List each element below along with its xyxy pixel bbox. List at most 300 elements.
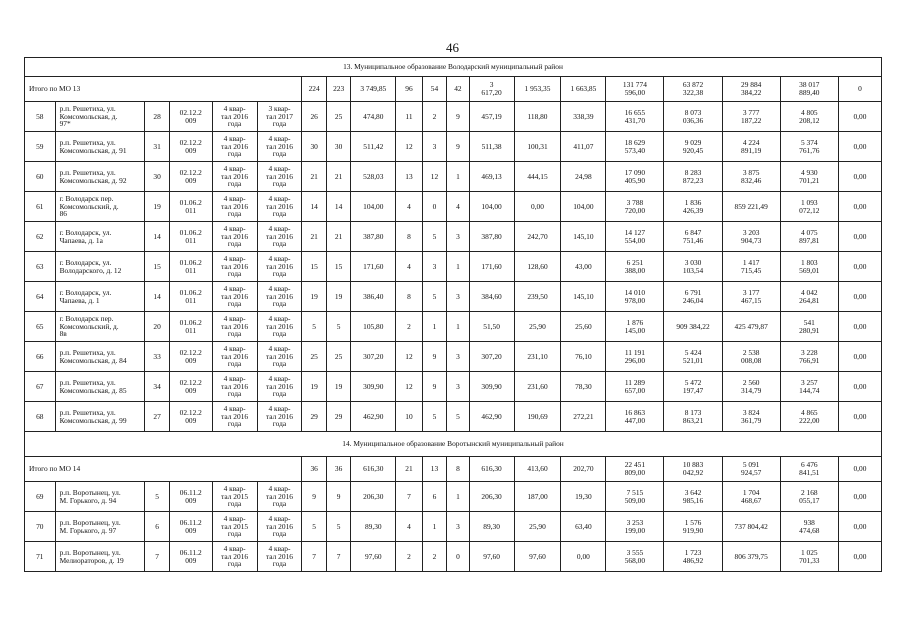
data-cell: 0,00: [838, 482, 881, 512]
total-cell: 3 617,20: [469, 77, 514, 102]
total-cell: 5 091 924,57: [722, 457, 780, 482]
data-cell: 384,60: [469, 282, 514, 312]
table-row: [25, 132, 882, 162]
data-cell: 4 квар- тал 2016 года: [212, 102, 257, 132]
data-cell: 25,90: [514, 512, 561, 542]
data-cell: 9 029 920,45: [664, 132, 722, 162]
table-row: [25, 252, 882, 282]
data-cell: 1: [447, 482, 469, 512]
data-cell: 1: [447, 162, 469, 192]
data-cell: 29: [326, 402, 350, 432]
data-cell: 29: [302, 402, 326, 432]
data-cell: 0,00: [838, 162, 881, 192]
data-cell: 4 квар- тал 2016 года: [212, 252, 257, 282]
data-cell: 4 квар- тал 2016 года: [257, 192, 302, 222]
data-cell: 7: [326, 542, 350, 572]
data-cell: 8: [396, 282, 423, 312]
data-cell: 19: [326, 372, 350, 402]
section-title: 14. Муниципальное образование Воротынский муниципальный район: [25, 432, 882, 457]
data-cell: 16 655 431,70: [606, 102, 664, 132]
data-cell: 4 224 891,19: [722, 132, 780, 162]
data-cell: 4 075 897,81: [780, 222, 838, 252]
data-cell: 5: [326, 512, 350, 542]
data-cell: 3 177 467,15: [722, 282, 780, 312]
total-cell: 54: [422, 77, 446, 102]
data-cell: 7: [396, 482, 423, 512]
data-cell: 541 280,91: [780, 312, 838, 342]
data-cell: 06.11.2 009: [169, 482, 212, 512]
data-cell: 7: [145, 542, 169, 572]
data-cell: 27: [145, 402, 169, 432]
data-cell: 309,90: [469, 372, 514, 402]
data-cell: 3 228 766,91: [780, 342, 838, 372]
row-number: 59: [25, 132, 56, 162]
row-number: 66: [25, 342, 56, 372]
data-cell: 21: [302, 222, 326, 252]
data-cell: 145,10: [561, 222, 606, 252]
data-cell: 5: [422, 282, 446, 312]
total-cell: 0,00: [838, 457, 881, 482]
data-cell: 21: [326, 222, 350, 252]
table-row: [25, 222, 882, 252]
data-cell: 7 515 509,00: [606, 482, 664, 512]
data-cell: 2 560 314,79: [722, 372, 780, 402]
data-cell: 01.06.2 011: [169, 282, 212, 312]
data-cell: 14: [326, 192, 350, 222]
data-cell: 8 283 872,23: [664, 162, 722, 192]
data-cell: 187,00: [514, 482, 561, 512]
data-cell: 1 876 145,00: [606, 312, 664, 342]
row-number: 71: [25, 542, 56, 572]
data-cell: 25: [326, 342, 350, 372]
data-cell: 307,20: [469, 342, 514, 372]
data-cell: 25: [302, 342, 326, 372]
row-number: 61: [25, 192, 56, 222]
data-cell: 97,60: [351, 542, 396, 572]
data-cell: 425 479,87: [722, 312, 780, 342]
total-cell: 0: [838, 77, 881, 102]
data-cell: 4 квар- тал 2016 года: [257, 162, 302, 192]
data-cell: 0,00: [838, 282, 881, 312]
row-number: 62: [25, 222, 56, 252]
data-cell: 4 квар- тал 2016 года: [257, 372, 302, 402]
data-cell: 8 173 863,21: [664, 402, 722, 432]
total-cell: 1 953,35: [514, 77, 561, 102]
total-cell: 616,30: [469, 457, 514, 482]
data-cell: 01.06.2 011: [169, 312, 212, 342]
data-cell: 128,60: [514, 252, 561, 282]
data-cell: 0,00: [838, 132, 881, 162]
data-cell: 104,00: [469, 192, 514, 222]
data-cell: 2 168 055,17: [780, 482, 838, 512]
data-cell: 3 555 568,00: [606, 542, 664, 572]
data-cell: 28: [145, 102, 169, 132]
table-row: [25, 402, 882, 432]
data-cell: 30: [145, 162, 169, 192]
data-cell: 0,00: [838, 372, 881, 402]
data-cell: 511,42: [351, 132, 396, 162]
data-cell: 3 777 187,22: [722, 102, 780, 132]
table-row: [25, 282, 882, 312]
data-cell: 4 квар- тал 2016 года: [212, 402, 257, 432]
data-cell: 3 203 904,73: [722, 222, 780, 252]
row-number: 67: [25, 372, 56, 402]
data-cell: 8 073 036,36: [664, 102, 722, 132]
data-cell: 63,40: [561, 512, 606, 542]
total-cell: 36: [326, 457, 350, 482]
data-cell: 20: [145, 312, 169, 342]
data-cell: 190,69: [514, 402, 561, 432]
data-cell: 5 424 521,01: [664, 342, 722, 372]
data-cell: 4: [396, 192, 423, 222]
data-cell: 21: [302, 162, 326, 192]
data-cell: 19: [326, 282, 350, 312]
data-cell: 12: [396, 342, 423, 372]
address-cell: г. Володарск, ул. Чапаева, д. 1: [55, 282, 145, 312]
address-cell: г. Володарск, ул. Чапаева, д. 1а: [55, 222, 145, 252]
row-number: 64: [25, 282, 56, 312]
data-cell: 3 030 103,54: [664, 252, 722, 282]
data-cell: 01.06.2 011: [169, 192, 212, 222]
data-cell: 0,00: [838, 192, 881, 222]
data-cell: 15: [302, 252, 326, 282]
data-cell: 02.12.2 009: [169, 402, 212, 432]
data-cell: 242,70: [514, 222, 561, 252]
data-cell: 6: [422, 482, 446, 512]
data-cell: 5: [302, 312, 326, 342]
data-cell: 3: [447, 512, 469, 542]
data-cell: 5: [302, 512, 326, 542]
data-cell: 30: [326, 132, 350, 162]
data-cell: 2 538 008,08: [722, 342, 780, 372]
table-row: [25, 192, 882, 222]
table-row: [25, 372, 882, 402]
data-cell: 0,00: [838, 402, 881, 432]
data-cell: 3 642 985,16: [664, 482, 722, 512]
data-cell: 9: [422, 372, 446, 402]
data-cell: 5: [422, 222, 446, 252]
data-cell: 9: [302, 482, 326, 512]
data-cell: 34: [145, 372, 169, 402]
address-cell: р.п. Воротынец, ул. М. Горького, д. 94: [55, 482, 145, 512]
data-cell: 5: [326, 312, 350, 342]
data-cell: 8: [396, 222, 423, 252]
data-cell: 469,13: [469, 162, 514, 192]
data-cell: 6 251 388,00: [606, 252, 664, 282]
total-label: Итого по МО 13: [25, 77, 302, 102]
data-cell: 4 805 208,12: [780, 102, 838, 132]
row-number: 68: [25, 402, 56, 432]
data-cell: 5: [145, 482, 169, 512]
data-cell: 76,10: [561, 342, 606, 372]
data-cell: 0: [447, 542, 469, 572]
data-cell: 4 квар- тал 2016 года: [212, 192, 257, 222]
row-number: 65: [25, 312, 56, 342]
data-cell: 51,50: [469, 312, 514, 342]
data-cell: 10: [396, 402, 423, 432]
row-number: 58: [25, 102, 56, 132]
data-cell: 14 127 554,00: [606, 222, 664, 252]
data-cell: 4 квар- тал 2015 года: [212, 512, 257, 542]
data-cell: 4 квар- тал 2016 года: [212, 312, 257, 342]
total-cell: 13: [422, 457, 446, 482]
data-cell: 5 374 761,76: [780, 132, 838, 162]
data-cell: 25,90: [514, 312, 561, 342]
total-cell: 10 883 042,92: [664, 457, 722, 482]
address-cell: р.п. Решетиха, ул. Комсомольская, д. 85: [55, 372, 145, 402]
data-cell: 4: [396, 512, 423, 542]
data-cell: 3 квар- тал 2017 года: [257, 102, 302, 132]
data-cell: 4 865 222,00: [780, 402, 838, 432]
address-cell: р.п. Решетиха, ул. Комсомольская, д. 99: [55, 402, 145, 432]
data-cell: 4 квар- тал 2016 года: [257, 132, 302, 162]
data-cell: 4 квар- тал 2016 года: [212, 162, 257, 192]
data-cell: 02.12.2 009: [169, 372, 212, 402]
data-cell: 4 квар- тал 2016 года: [212, 372, 257, 402]
data-cell: 0: [422, 192, 446, 222]
data-cell: 5: [447, 402, 469, 432]
data-cell: 4 квар- тал 2016 года: [257, 402, 302, 432]
data-cell: 19: [302, 282, 326, 312]
data-cell: 0,00: [838, 102, 881, 132]
data-cell: 462,90: [351, 402, 396, 432]
total-cell: 38 017 889,40: [780, 77, 838, 102]
data-cell: 3: [447, 342, 469, 372]
data-cell: 19: [145, 192, 169, 222]
data-cell: 104,00: [351, 192, 396, 222]
data-cell: 6 847 751,46: [664, 222, 722, 252]
total-cell: 616,30: [351, 457, 396, 482]
address-cell: р.п. Решетиха, ул. Комсомольская, д. 84: [55, 342, 145, 372]
data-cell: 4 042 264,81: [780, 282, 838, 312]
data-cell: 511,38: [469, 132, 514, 162]
data-cell: 3 253 199,00: [606, 512, 664, 542]
data-cell: 4 квар- тал 2016 года: [257, 282, 302, 312]
data-cell: 457,19: [469, 102, 514, 132]
data-cell: 1 803 569,01: [780, 252, 838, 282]
data-cell: 4 квар- тал 2016 года: [257, 342, 302, 372]
data-cell: 15: [326, 252, 350, 282]
data-cell: 4 квар- тал 2016 года: [257, 512, 302, 542]
data-cell: 386,40: [351, 282, 396, 312]
row-number: 70: [25, 512, 56, 542]
address-cell: г. Володарск пер. Комсомольский, д. 8в: [55, 312, 145, 342]
data-cell: 3 875 832,46: [722, 162, 780, 192]
data-cell: 1: [447, 312, 469, 342]
data-cell: 4 квар- тал 2016 года: [212, 542, 257, 572]
data-cell: 12: [422, 162, 446, 192]
total-cell: 202,70: [561, 457, 606, 482]
data-cell: 1 704 468,67: [722, 482, 780, 512]
data-cell: 97,60: [514, 542, 561, 572]
data-cell: 0,00: [838, 312, 881, 342]
data-cell: 231,60: [514, 372, 561, 402]
total-cell: 1 663,85: [561, 77, 606, 102]
data-cell: 859 221,49: [722, 192, 780, 222]
data-cell: 239,50: [514, 282, 561, 312]
data-cell: 7: [302, 542, 326, 572]
data-cell: 06.11.2 009: [169, 512, 212, 542]
table-row: [25, 482, 882, 512]
data-cell: 12: [396, 372, 423, 402]
data-cell: 26: [302, 102, 326, 132]
data-cell: 474,80: [351, 102, 396, 132]
data-cell: 171,60: [469, 252, 514, 282]
data-cell: 231,10: [514, 342, 561, 372]
data-cell: 4 квар- тал 2015 года: [212, 482, 257, 512]
data-cell: 4 квар- тал 2016 года: [212, 222, 257, 252]
data-cell: 33: [145, 342, 169, 372]
data-cell: 3: [447, 222, 469, 252]
data-cell: 4: [447, 192, 469, 222]
data-cell: 338,39: [561, 102, 606, 132]
total-cell: 36: [302, 457, 326, 482]
address-cell: г. Володарск пер. Комсомольский, д. 86: [55, 192, 145, 222]
data-cell: 1 093 072,12: [780, 192, 838, 222]
data-cell: 02.12.2 009: [169, 102, 212, 132]
data-cell: 1 723 486,92: [664, 542, 722, 572]
section-title: 13. Муниципальное образование Володарский муниципальный район: [25, 58, 882, 77]
data-cell: 0,00: [838, 342, 881, 372]
total-cell: 224: [302, 77, 326, 102]
data-cell: 145,10: [561, 282, 606, 312]
section-header-row: [25, 432, 882, 457]
section-header-row: [25, 58, 882, 77]
data-cell: 12: [396, 132, 423, 162]
total-cell: 6 476 841,51: [780, 457, 838, 482]
data-cell: 4 квар- тал 2016 года: [257, 222, 302, 252]
total-cell: 8: [447, 457, 469, 482]
total-cell: 413,60: [514, 457, 561, 482]
data-cell: 9: [422, 342, 446, 372]
data-cell: 3: [447, 282, 469, 312]
data-cell: 2: [422, 102, 446, 132]
data-cell: 118,80: [514, 102, 561, 132]
data-cell: 3 824 361,79: [722, 402, 780, 432]
data-cell: 411,07: [561, 132, 606, 162]
data-cell: 89,30: [351, 512, 396, 542]
data-cell: 462,90: [469, 402, 514, 432]
address-cell: р.п. Решетиха, ул. Комсомольская, д. 92: [55, 162, 145, 192]
table-row: [25, 162, 882, 192]
data-cell: 2: [422, 542, 446, 572]
data-cell: 30: [302, 132, 326, 162]
data-cell: 387,80: [469, 222, 514, 252]
address-cell: р.п. Решетиха, ул. Комсомольская, д. 97*: [55, 102, 145, 132]
data-cell: 309,90: [351, 372, 396, 402]
data-cell: 3: [447, 372, 469, 402]
data-cell: 15: [145, 252, 169, 282]
data-cell: 1 836 426,39: [664, 192, 722, 222]
data-cell: 9: [326, 482, 350, 512]
data-cell: 5: [422, 402, 446, 432]
data-cell: 25,60: [561, 312, 606, 342]
page-number: 46: [446, 40, 459, 55]
total-label: Итого по МО 14: [25, 457, 302, 482]
data-cell: 0,00: [838, 222, 881, 252]
data-cell: 01.06.2 011: [169, 252, 212, 282]
data-cell: 02.12.2 009: [169, 342, 212, 372]
data-cell: 4 квар- тал 2016 года: [257, 312, 302, 342]
data-cell: 16 863 447,00: [606, 402, 664, 432]
data-cell: 4 квар- тал 2016 года: [257, 542, 302, 572]
data-cell: 02.12.2 009: [169, 132, 212, 162]
row-number: 60: [25, 162, 56, 192]
data-cell: 272,21: [561, 402, 606, 432]
data-cell: 387,80: [351, 222, 396, 252]
data-cell: 13: [396, 162, 423, 192]
address-cell: р.п. Воротынец, ул. Мелиораторов, д. 19: [55, 542, 145, 572]
data-cell: 307,20: [351, 342, 396, 372]
total-cell: 223: [326, 77, 350, 102]
total-cell: 63 872 322,38: [664, 77, 722, 102]
address-cell: р.п. Воротынец, ул. М. Горького, д. 97: [55, 512, 145, 542]
section-total-row: [25, 77, 882, 102]
data-cell: 100,31: [514, 132, 561, 162]
data-cell: 444,15: [514, 162, 561, 192]
data-cell: 0,00: [561, 542, 606, 572]
total-cell: 42: [447, 77, 469, 102]
data-cell: 4 квар- тал 2016 года: [257, 482, 302, 512]
data-cell: 3: [422, 252, 446, 282]
data-cell: 6 791 246,04: [664, 282, 722, 312]
data-cell: 528,03: [351, 162, 396, 192]
data-cell: 0,00: [514, 192, 561, 222]
data-cell: 1 417 715,45: [722, 252, 780, 282]
data-cell: 104,00: [561, 192, 606, 222]
data-cell: 806 379,75: [722, 542, 780, 572]
data-cell: 2: [396, 312, 423, 342]
total-cell: 3 749,85: [351, 77, 396, 102]
data-cell: 4 квар- тал 2016 года: [212, 132, 257, 162]
data-cell: 2: [396, 542, 423, 572]
data-cell: 11: [396, 102, 423, 132]
data-cell: 18 629 573,40: [606, 132, 664, 162]
data-cell: 89,30: [469, 512, 514, 542]
data-cell: 25: [326, 102, 350, 132]
data-cell: 14: [302, 192, 326, 222]
data-cell: 31: [145, 132, 169, 162]
data-cell: 4 квар- тал 2016 года: [212, 342, 257, 372]
data-cell: 1 025 701,33: [780, 542, 838, 572]
data-cell: 97,60: [469, 542, 514, 572]
housing-register-table: [24, 57, 882, 572]
data-cell: 14 010 978,00: [606, 282, 664, 312]
data-cell: 19,30: [561, 482, 606, 512]
data-cell: 19: [302, 372, 326, 402]
data-cell: 17 090 405,90: [606, 162, 664, 192]
total-cell: 22 451 809,00: [606, 457, 664, 482]
data-cell: 14: [145, 282, 169, 312]
data-cell: 21: [326, 162, 350, 192]
data-cell: 1 576 919,90: [664, 512, 722, 542]
total-cell: 21: [396, 457, 423, 482]
data-cell: 24,98: [561, 162, 606, 192]
data-cell: 3 788 720,00: [606, 192, 664, 222]
table-row: [25, 542, 882, 572]
data-cell: 3: [422, 132, 446, 162]
table-row: [25, 312, 882, 342]
address-cell: р.п. Решетиха, ул. Комсомольская, д. 91: [55, 132, 145, 162]
data-cell: 1: [447, 252, 469, 282]
data-cell: 06.11.2 009: [169, 542, 212, 572]
data-cell: 01.06.2 011: [169, 222, 212, 252]
data-cell: 4 квар- тал 2016 года: [257, 252, 302, 282]
data-cell: 11 191 296,00: [606, 342, 664, 372]
data-cell: 0,00: [838, 542, 881, 572]
data-cell: 4 квар- тал 2016 года: [212, 282, 257, 312]
data-cell: 1: [422, 312, 446, 342]
